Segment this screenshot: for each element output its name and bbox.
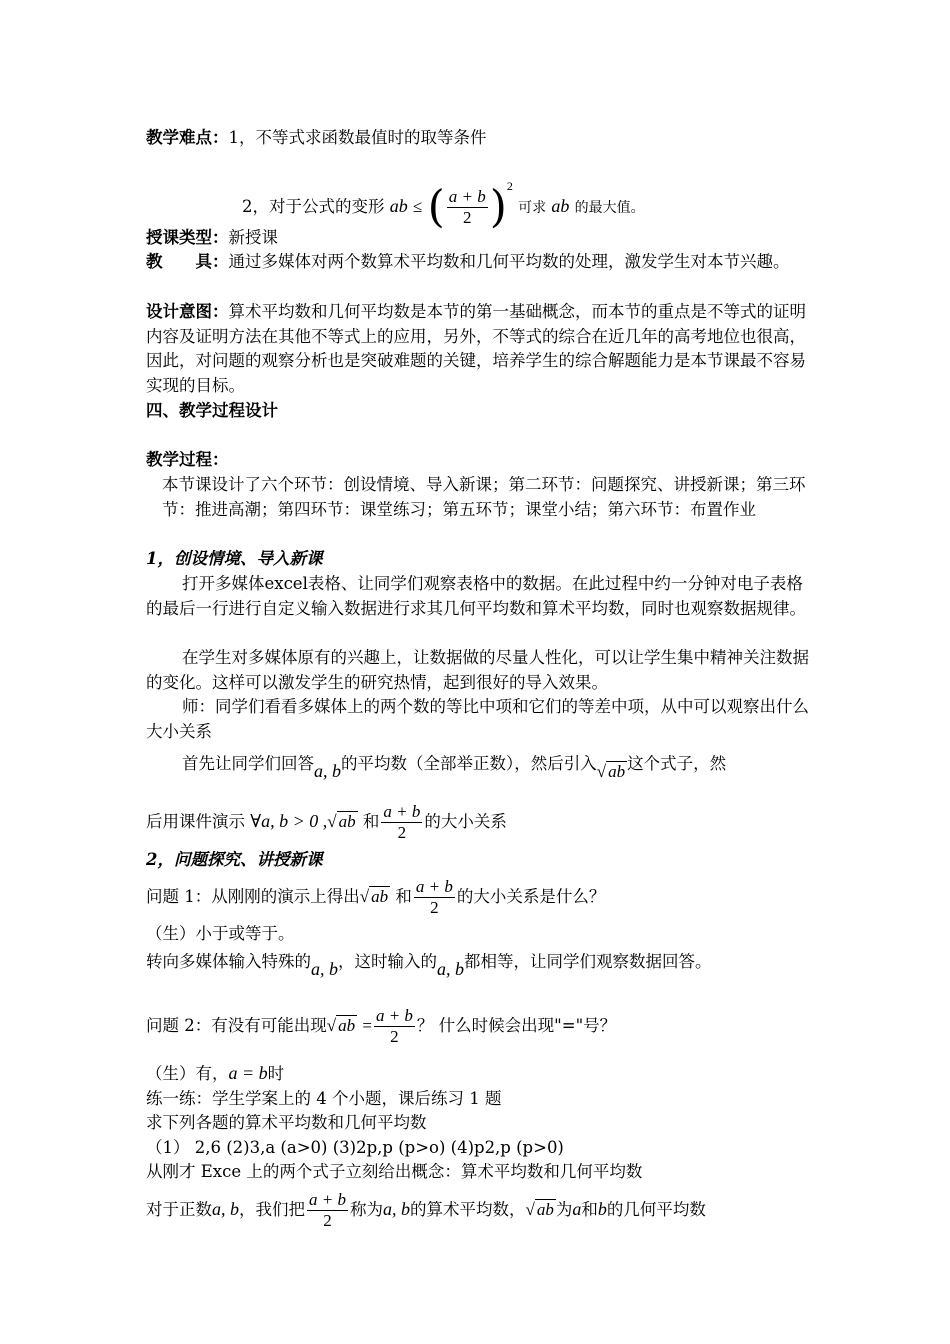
section-4-heading: 四、教学过程设计: [146, 401, 278, 420]
difficulty-label: 教学难点：: [146, 128, 229, 147]
fraction-a-plus-b-4: $\frac{a + b}{2}$: [309, 1190, 346, 1230]
answer-2: （生）有，a = b时: [146, 1063, 285, 1083]
sqrt-ab-3: √ ab: [359, 887, 389, 906]
process-intro: 本节课设计了六个环节：创设情境、导入新课；第二环节：问题探究、讲授新课；第三环节：推进高潮；第四环节：课堂练习；第五环节；课堂小结；第六环节：布置作业: [162, 475, 806, 519]
fraction-a-plus-b: $\frac{a + b}{2}$: [383, 802, 421, 842]
design-label: 设计意图：: [146, 302, 229, 321]
formula-paren-left: (: [427, 181, 445, 233]
sqrt-ab-5: √ ab: [525, 1200, 554, 1219]
sqrt-ab-2: √ ab: [327, 812, 356, 831]
question-1: 问题 1：从刚刚的演示上得出√ ab 和 $\frac{a + b}{2}$ 的大小关系是什么？: [146, 872, 605, 922]
formula-ab-2: ab: [551, 196, 570, 216]
concept-line-2: 对于正数a, b，我们把 $\frac{a + b}{2}$ 称为a, b的算术平均数，√ ab 为a和b的几何平均数: [146, 1184, 706, 1235]
difficulty-item-2-mid: 可求: [518, 200, 547, 216]
answer-1: （生）小于或等于。: [146, 924, 295, 943]
part-1-paragraph-3: 师：同学们看看多媒体上的两个数的等比中项和它们的等差中项，从中可以观察出什么大小关系: [146, 697, 809, 741]
sqrt-ab-4: √ ab: [326, 1016, 356, 1035]
difficulty-item-2-post: 的最大值。: [574, 200, 645, 216]
difficulty-item-1: 1，不等式求函数最值时的取等条件: [228, 128, 487, 147]
design-value: 算术平均数和几何平均数是本节的第一基础概念，而本节的重点是不等式的证明内容及证明方法在其他不等式上的应用，另外，不等式的综合在近几年的高考地位也很高，因此，对问题的观察分析也是突破难题的关键，培养学生的综合解题能力是本节课最不容易实现的目标。: [146, 302, 806, 395]
exercise-line-1: 练一练：学生学案上的 4 个小题，课后练习 1 题: [146, 1089, 502, 1108]
concept-line-1: 从刚才 Exce 上的两个式子立刻给出概念：算术平均数和几何平均数: [146, 1162, 643, 1181]
transition-1: 转向多媒体输入特殊的a, b，这时输入的a, b都相等，让同学们观察数据回答。: [146, 952, 712, 979]
formula-paren-right: ): [489, 181, 507, 233]
fraction-a-plus-b-2: $\frac{a + b}{2}$: [415, 877, 453, 917]
exercise-line-3: （1） 2,6 (2)3,a (a>0) (3)2p,p (p>o) (4)p2,p (p>0): [146, 1138, 564, 1157]
part-1-heading: 1，创设情境、导入新课: [146, 549, 323, 568]
question-2: 问题 2：有没有可能出现√ ab = $\frac{a + b}{2}$ ？ 什么时候会出现"="号？: [146, 996, 616, 1056]
difficulty-line-1: [146, 126, 487, 150]
lesson-type-value: 新授课: [228, 228, 278, 247]
tools-value: 通过多媒体对两个数算术平均数和几何平均数的处理，激发学生对本节兴趣。: [228, 252, 790, 271]
formula-leq: ≤: [413, 197, 423, 216]
process-heading: 教学过程：: [146, 450, 229, 469]
lesson-type-label: 授课类型：: [146, 228, 229, 247]
part-1-paragraph-2: 在学生对多媒体原有的兴趣上，让数据做的尽量人性化，可以让学生集中精神关注数据的变化。这样可以激发学生的研究热情，起到很好的导入效果。: [146, 648, 809, 692]
part-1-paragraph-4: 首先让同学们回答a, b的平均数（全部举正数），然后引入√ ab 这个式子，然: [182, 746, 726, 790]
part-1-paragraph-1: 打开多媒体excel表格、让同学们观察表格中的数据。在此过程中约一分钟对电子表格的最后一行进行自定义输入数据进行求其几何平均数和算术平均数，同时也观察数据规律。: [146, 574, 806, 618]
design-paragraph: [146, 300, 810, 398]
tools-label: 教 具：: [146, 252, 229, 271]
tools-paragraph: [146, 250, 810, 275]
difficulty-line-2: [242, 156, 645, 238]
math-forall: ∀a, b > 0 ,: [250, 811, 328, 831]
difficulty-item-2-text: 2，对于公式的变形: [242, 197, 385, 216]
exercise-line-2: 求下列各题的算术平均数和几何平均数: [146, 1113, 427, 1132]
formula-fraction: $\frac{a + b}{2}$: [448, 187, 486, 227]
math-a-b: a, b: [314, 761, 341, 781]
fraction-a-plus-b-3: $\frac{a + b}{2}$: [375, 1006, 413, 1046]
part-1-paragraph-5: 后用课件演示 ∀a, b > 0 ,√ ab 和 $\frac{a + b}{2}$ 的大小关系: [146, 796, 507, 847]
part-2-heading: 2，问题探究、讲授新课: [146, 850, 323, 869]
formula-ab: ab: [389, 196, 408, 216]
sqrt-ab: √ ab: [596, 762, 626, 781]
formula-exponent: 2: [506, 179, 513, 193]
lesson-type-line: [146, 226, 278, 250]
